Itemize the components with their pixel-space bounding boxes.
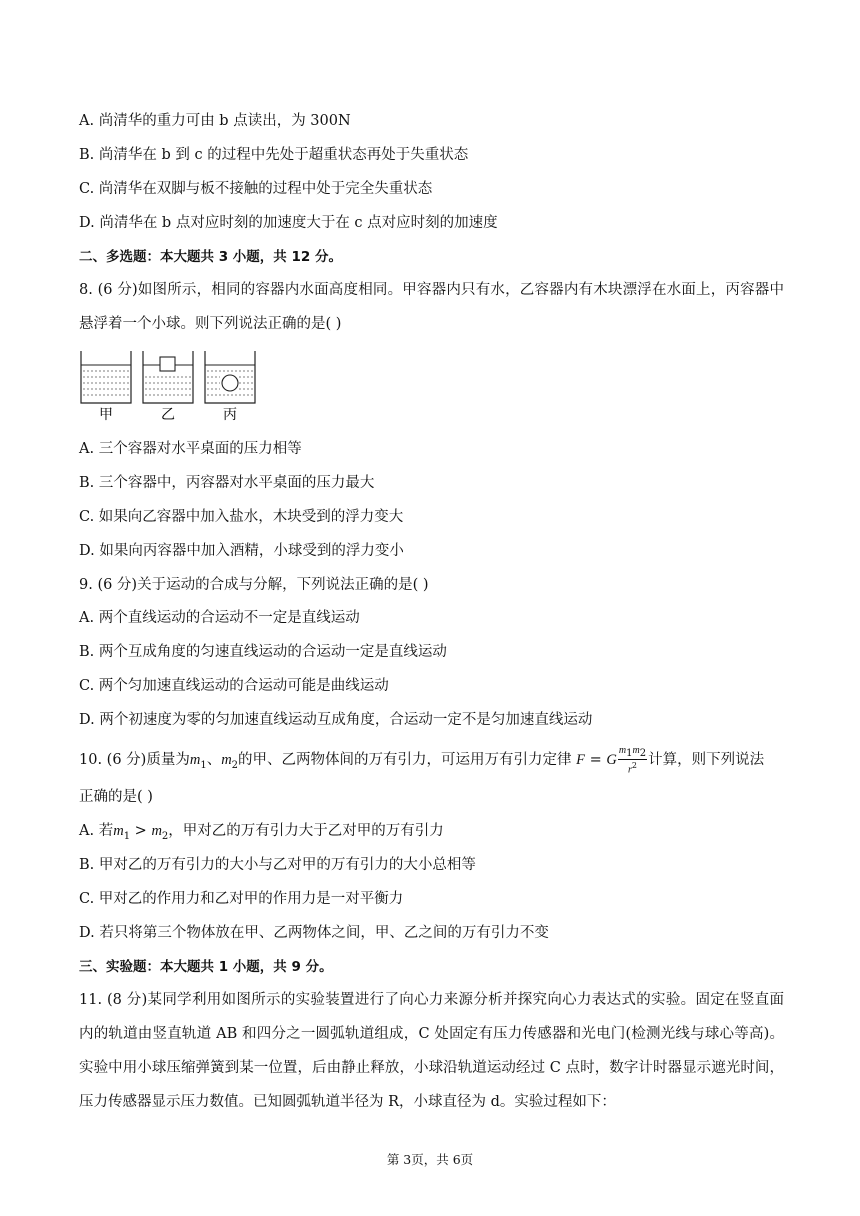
option-7d: D. 尚清华在 b 点对应时刻的加速度大于在 c 点对应时刻的加速度 <box>79 215 498 231</box>
option-8b: B. 三个容器中，丙容器对水平桌面的压力最大 <box>79 475 375 491</box>
option-9c: C. 两个匀加速直线运动的合运动可能是曲线运动 <box>79 678 389 694</box>
option-9d: D. 两个初速度为零的匀加速直线运动互成角度，合运动一定不是匀加速直线运动 <box>79 712 593 728</box>
option-7a: A. 尚清华的重力可由 b 点读出，为 300N <box>79 113 351 129</box>
option-9a: A. 两个直线运动的合运动不一定是直线运动 <box>79 610 360 626</box>
question-10-stem-cont: 正确的是( ) <box>79 789 153 805</box>
containers-figure <box>79 348 259 424</box>
suspended-ball <box>222 375 238 391</box>
option-7c: C. 尚清华在双脚与板不接触的过程中处于完全失重状态 <box>79 181 433 197</box>
q10a-text-1: A. 若 <box>79 823 114 839</box>
wood-block <box>160 357 175 371</box>
q10a-text-2: ，甲对乙的万有引力大于乙对甲的万有引力 <box>168 823 444 839</box>
q10-text-2: 的甲、乙两物体间的万有引力，可运用万有引力定律 <box>238 752 572 769</box>
question-8-stem: 8. (6 分)如图所示，相同的容器内水面高度相同。甲容器内只有水，乙容器内有木块漂浮在水面上，丙容器中悬浮着一个小球。则下列说法正确的是( ) <box>79 282 784 332</box>
label-yi: 乙 <box>161 407 175 423</box>
label-bing: 丙 <box>223 407 237 423</box>
gravitation-fraction: $\frac{m_1m_2}{r^2}$ <box>618 745 647 776</box>
option-8a: A. 三个容器对水平桌面的压力相等 <box>79 441 302 457</box>
option-10c: C. 甲对乙的作用力和乙对甲的作用力是一对平衡力 <box>79 891 404 907</box>
container-jia <box>81 351 131 403</box>
option-8d: D. 如果向丙容器中加入酒精，小球受到的浮力变小 <box>79 543 404 559</box>
question-9-stem: 9. (6 分)关于运动的合成与分解，下列说法正确的是( ) <box>79 577 429 593</box>
label-jia: 甲 <box>99 407 113 423</box>
option-8c: C. 如果向乙容器中加入盐水，木块受到的浮力变大 <box>79 509 404 525</box>
option-9b: B. 两个互成角度的匀速直线运动的合运动一定是直线运动 <box>79 644 447 660</box>
option-10a: A. 若$m_1 > m_2$，甲对乙的万有引力大于乙对甲的万有引力 <box>79 823 444 842</box>
q10-text-1: 10. (6 分)质量为 <box>79 752 190 769</box>
container-yi <box>143 351 193 403</box>
question-11-stem: 11. (8 分)某同学利用如图所示的实验装置进行了向心力来源分析并探究向心力表达式的实验。固定在竖直面内的轨道由竖直轨道 AB 和四分之一圆弧轨道组成，C 处固定有压力传感器和光电门(检测光线与球心等高)。实验中用小球压缩弹簧到某一位置，后由静止释放，小球沿轨道运动经过 C 点时，数字计时器显示遮光时间，压力传感器显示压力数值。已知圆弧轨道半径为 R，小球直径为 d。实验过程如下： <box>79 992 784 1110</box>
question-10-stem: 10. (6 分)质量为$m_1$、$m_2$的甲、乙两物体间的万有引力，可运用万有引力定律 F = G $\frac{m_1m_2}{r^2}$ 计算，则下列说法 <box>79 745 765 776</box>
option-10b: B. 甲对乙的万有引力的大小与乙对甲的万有引力的大小总相等 <box>79 857 476 873</box>
q10-text-3: 计算，则下列说法 <box>648 752 765 769</box>
section-heading-multiple-choice: 二、多选题：本大题共 3 小题，共 12 分。 <box>79 249 342 265</box>
option-10d: D. 若只将第三个物体放在甲、乙两物体之间，甲、乙之间的万有引力不变 <box>79 925 549 941</box>
option-7b: B. 尚清华在 b 到 c 的过程中先处于超重状态再处于失重状态 <box>79 147 469 163</box>
container-bing <box>205 351 255 403</box>
section-heading-experiment: 三、实验题：本大题共 1 小题，共 9 分。 <box>79 959 333 975</box>
page-footer: 第 3页，共 6页 <box>386 1152 474 1167</box>
